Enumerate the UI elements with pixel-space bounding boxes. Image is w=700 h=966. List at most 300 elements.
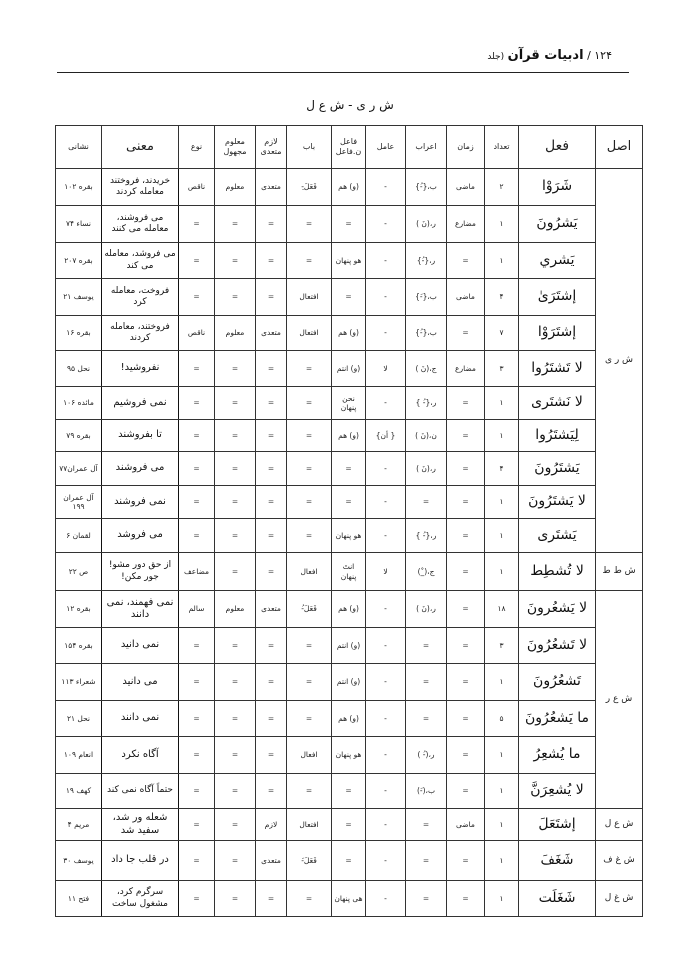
cell-fael: (و) انتم: [332, 664, 366, 701]
verb-table: [55, 125, 643, 917]
table-row: [56, 881, 643, 917]
cell-bab: افعال: [287, 737, 332, 774]
cell-bab: =: [287, 774, 332, 809]
cell-bab: =: [287, 486, 332, 519]
cell-neshani: مریم ۴: [56, 809, 102, 841]
table-row: [56, 452, 643, 486]
cell-fel: لا يُشعِرَنَّ: [519, 774, 596, 809]
cell-tedad: ۴: [485, 452, 519, 486]
cell-mani: نمی دانید: [102, 628, 179, 664]
cell-erab: ب،{-ُ}: [406, 316, 447, 351]
cell-fael: =: [332, 452, 366, 486]
cell-fael: (و) هم: [332, 316, 366, 351]
cell-amel: -: [366, 809, 406, 841]
cell-mani: می فروشند، معامله می کنند: [102, 206, 179, 243]
table-header-row: [56, 126, 643, 169]
cell-bab: فَعَلَ-ُ: [287, 591, 332, 628]
cell-tedad: ۳: [485, 628, 519, 664]
header-tedad: تعداد: [485, 126, 519, 169]
cell-amel: -: [366, 737, 406, 774]
cell-bab: =: [287, 452, 332, 486]
cell-amel: -: [366, 279, 406, 316]
cell-bab: افتعال: [287, 809, 332, 841]
table-row: [56, 351, 643, 387]
cell-mani: تا بفروشند: [102, 420, 179, 452]
table-row: [56, 737, 643, 774]
header-fael: فاعل ن.فاعل: [332, 126, 366, 169]
cell-amel: -: [366, 519, 406, 553]
cell-mani: نمی فروشیم: [102, 387, 179, 420]
cell-maloom: معلوم: [215, 169, 256, 206]
cell-maloom: =: [215, 243, 256, 279]
table-row: [56, 243, 643, 279]
cell-neshani: انعام ۱۰۹: [56, 737, 102, 774]
cell-lazem: لازم: [256, 809, 287, 841]
cell-neshani: نحل ۲۱: [56, 701, 102, 737]
book-title: ادبیات قرآن: [507, 48, 584, 63]
cell-amel: -: [366, 486, 406, 519]
header-erab: اعراب: [406, 126, 447, 169]
cell-neshani: لقمان ۶: [56, 519, 102, 553]
cell-amel: -: [366, 664, 406, 701]
cell-now: =: [179, 664, 215, 701]
cell-neshani: کهف ۱۹: [56, 774, 102, 809]
table-row: [56, 809, 643, 841]
cell-fael: انتَ پنهان: [332, 553, 366, 591]
cell-zaman: ماضی: [447, 279, 485, 316]
cell-erab: =: [406, 809, 447, 841]
cell-now: ناقص: [179, 316, 215, 351]
cell-fael: (و) انتم: [332, 628, 366, 664]
cell-tedad: ۱: [485, 243, 519, 279]
cell-maloom: =: [215, 881, 256, 917]
cell-fel: لا نَشتَرى: [519, 387, 596, 420]
cell-tedad: ۵: [485, 701, 519, 737]
cell-bab: =: [287, 206, 332, 243]
cell-erab: =: [406, 701, 447, 737]
cell-zaman: =: [447, 243, 485, 279]
cell-erab: =: [406, 628, 447, 664]
cell-zaman: =: [447, 591, 485, 628]
cell-now: =: [179, 519, 215, 553]
cell-zaman: =: [447, 841, 485, 881]
cell-amel: -: [366, 316, 406, 351]
cell-now: =: [179, 737, 215, 774]
cell-fel: ما يُشعِرُ: [519, 737, 596, 774]
cell-tedad: ۳: [485, 351, 519, 387]
cell-zaman: =: [447, 316, 485, 351]
cell-mani: می فروشد، معامله می کند: [102, 243, 179, 279]
cell-mani: فروختند، معامله کردند: [102, 316, 179, 351]
cell-now: =: [179, 351, 215, 387]
cell-fel: لا تَشعُرُونَ: [519, 628, 596, 664]
cell-fael: هو پنهان: [332, 737, 366, 774]
cell-lazem: =: [256, 701, 287, 737]
cell-now: =: [179, 452, 215, 486]
cell-mani: نمی فهمند، نمی دانند: [102, 591, 179, 628]
cell-fael: (و) انتم: [332, 351, 366, 387]
cell-erab: ب،{-َ}: [406, 279, 447, 316]
cell-lazem: =: [256, 881, 287, 917]
cell-fel: لا يَشعُرونَ: [519, 591, 596, 628]
cell-amel: -: [366, 452, 406, 486]
cell-zaman: =: [447, 420, 485, 452]
cell-tedad: ۱: [485, 519, 519, 553]
cell-zaman: =: [447, 664, 485, 701]
cell-now: =: [179, 881, 215, 917]
cell-neshani: شعراء ۱۱۳: [56, 664, 102, 701]
cell-mani: نمی فروشند: [102, 486, 179, 519]
cell-zaman: =: [447, 628, 485, 664]
cell-neshani: بقره ۷۹: [56, 420, 102, 452]
cell-fel: إشتَرَوْا: [519, 316, 596, 351]
cell-mani: می فروشد: [102, 519, 179, 553]
cell-mani: می دانید: [102, 664, 179, 701]
cell-tedad: ۱: [485, 809, 519, 841]
cell-neshani: نحل ۹۵: [56, 351, 102, 387]
cell-neshani: آل عمران ۱۹۹: [56, 486, 102, 519]
cell-mani: می فروشند: [102, 452, 179, 486]
cell-tedad: ۱: [485, 664, 519, 701]
table-row: [56, 553, 643, 591]
cell-now: =: [179, 486, 215, 519]
cell-fael: (و) هم: [332, 701, 366, 737]
cell-lazem: =: [256, 486, 287, 519]
cell-fel: تَشعُرُونَ: [519, 664, 596, 701]
header-fel: فعل: [519, 126, 596, 169]
volume-label: (جلد: [487, 52, 505, 62]
cell-lazem: =: [256, 452, 287, 486]
cell-maloom: =: [215, 809, 256, 841]
cell-now: =: [179, 243, 215, 279]
cell-lazem: متعدی: [256, 316, 287, 351]
cell-amel: لا: [366, 553, 406, 591]
cell-zaman: =: [447, 553, 485, 591]
cell-tedad: ۱: [485, 774, 519, 809]
cell-neshani: یوسف ۲۱: [56, 279, 102, 316]
cell-erab: ر،{-ُ}: [406, 243, 447, 279]
table-body: [56, 169, 643, 917]
cell-bab: =: [287, 881, 332, 917]
cell-erab: ر،(نَ ): [406, 206, 447, 243]
cell-tedad: ۱: [485, 420, 519, 452]
cell-fel: يَشري: [519, 243, 596, 279]
cell-now: =: [179, 206, 215, 243]
cell-tedad: ۱: [485, 387, 519, 420]
root-cell: ش غ ف: [596, 841, 643, 881]
cell-tedad: ۱۸: [485, 591, 519, 628]
cell-bab: =: [287, 628, 332, 664]
header-maloom: معلوم مجهول: [215, 126, 256, 169]
header-mani: معنی: [102, 126, 179, 169]
cell-lazem: =: [256, 279, 287, 316]
cell-lazem: =: [256, 420, 287, 452]
cell-amel: -: [366, 628, 406, 664]
cell-lazem: =: [256, 519, 287, 553]
cell-bab: =: [287, 243, 332, 279]
section-title: ش ر ی - ش ع ل: [306, 98, 394, 112]
cell-zaman: =: [447, 737, 485, 774]
running-head: [487, 48, 612, 63]
root-cell: ش ع ر: [596, 591, 643, 809]
cell-maloom: =: [215, 387, 256, 420]
table-row: [56, 664, 643, 701]
cell-maloom: =: [215, 279, 256, 316]
cell-mani: نفروشید!: [102, 351, 179, 387]
cell-erab: ر،{-ُ }: [406, 387, 447, 420]
cell-now: =: [179, 628, 215, 664]
cell-zaman: =: [447, 387, 485, 420]
cell-fel: لا تُشطِط: [519, 553, 596, 591]
cell-bab: افتعال: [287, 279, 332, 316]
cell-mani: در قلب جا داد: [102, 841, 179, 881]
table-row: [56, 486, 643, 519]
cell-zaman: =: [447, 701, 485, 737]
cell-fel: يَشتَرُونَ: [519, 452, 596, 486]
header-zaman: زمان: [447, 126, 485, 169]
cell-neshani: یوسف ۳۰: [56, 841, 102, 881]
cell-fael: =: [332, 809, 366, 841]
cell-lazem: =: [256, 553, 287, 591]
cell-bab: فَعَلَ-َ: [287, 841, 332, 881]
root-cell: ش غ ل: [596, 881, 643, 917]
cell-tedad: ۱: [485, 841, 519, 881]
cell-bab: افعال: [287, 553, 332, 591]
cell-fael: (و) هم: [332, 169, 366, 206]
cell-erab: ر،(-ُ ): [406, 737, 447, 774]
cell-neshani: بقره ۱۶: [56, 316, 102, 351]
cell-bab: =: [287, 701, 332, 737]
cell-fael: =: [332, 279, 366, 316]
cell-fel: لِيَشتَرُوا: [519, 420, 596, 452]
cell-mani: حتماً آگاه نمی کند: [102, 774, 179, 809]
cell-fael: =: [332, 841, 366, 881]
cell-zaman: ماضی: [447, 169, 485, 206]
cell-amel: لا: [366, 351, 406, 387]
cell-lazem: متعدی: [256, 591, 287, 628]
cell-mani: آگاه نکرد: [102, 737, 179, 774]
cell-bab: =: [287, 664, 332, 701]
table-row: [56, 316, 643, 351]
cell-lazem: =: [256, 206, 287, 243]
cell-amel: -: [366, 881, 406, 917]
cell-fel: يَشرُونَ: [519, 206, 596, 243]
cell-amel: -: [366, 591, 406, 628]
cell-mani: نمی دانند: [102, 701, 179, 737]
cell-amel: -: [366, 774, 406, 809]
cell-bab: =: [287, 519, 332, 553]
cell-maloom: =: [215, 628, 256, 664]
cell-fel: إشتَعَلَ: [519, 809, 596, 841]
cell-zaman: مضارع: [447, 351, 485, 387]
cell-lazem: متعدی: [256, 169, 287, 206]
cell-neshani: بقره ۱۰۲: [56, 169, 102, 206]
cell-mani: سرگرم کرد، مشغول ساخت: [102, 881, 179, 917]
cell-now: =: [179, 809, 215, 841]
cell-lazem: =: [256, 243, 287, 279]
cell-fael: =: [332, 206, 366, 243]
cell-now: =: [179, 387, 215, 420]
table-row: [56, 420, 643, 452]
cell-bab: =: [287, 420, 332, 452]
cell-maloom: =: [215, 519, 256, 553]
cell-neshani: ص ۲۲: [56, 553, 102, 591]
cell-fel: شَغَلَت: [519, 881, 596, 917]
cell-amel: -: [366, 206, 406, 243]
cell-erab: =: [406, 664, 447, 701]
cell-fel: يَشتَرى: [519, 519, 596, 553]
table-row: [56, 628, 643, 664]
cell-erab: ب،{-ُ}: [406, 169, 447, 206]
cell-maloom: =: [215, 737, 256, 774]
header-now: نوع: [179, 126, 215, 169]
root-cell: ش ط ط: [596, 553, 643, 591]
cell-tedad: ۱: [485, 206, 519, 243]
cell-fael: هو پنهان: [332, 243, 366, 279]
cell-now: مضاعف: [179, 553, 215, 591]
cell-maloom: =: [215, 452, 256, 486]
cell-fael: نحن پنهان: [332, 387, 366, 420]
cell-fael: =: [332, 774, 366, 809]
cell-maloom: معلوم: [215, 591, 256, 628]
cell-zaman: =: [447, 452, 485, 486]
cell-lazem: =: [256, 664, 287, 701]
cell-fael: هی پنهان: [332, 881, 366, 917]
cell-tedad: ۱: [485, 881, 519, 917]
cell-amel: -: [366, 841, 406, 881]
cell-now: =: [179, 420, 215, 452]
cell-tedad: ۱: [485, 737, 519, 774]
cell-now: سالم: [179, 591, 215, 628]
cell-erab: ج،(نَ ): [406, 351, 447, 387]
cell-lazem: =: [256, 774, 287, 809]
cell-tedad: ۴: [485, 279, 519, 316]
cell-now: =: [179, 774, 215, 809]
cell-maloom: =: [215, 774, 256, 809]
cell-amel: -: [366, 701, 406, 737]
cell-zaman: =: [447, 519, 485, 553]
cell-maloom: =: [215, 841, 256, 881]
table-row: [56, 841, 643, 881]
cell-bab: افتعال: [287, 316, 332, 351]
cell-fel: شَغَفَ: [519, 841, 596, 881]
cell-now: =: [179, 841, 215, 881]
cell-now: ناقص: [179, 169, 215, 206]
cell-maloom: =: [215, 486, 256, 519]
cell-neshani: نساء ۷۴: [56, 206, 102, 243]
table-row: [56, 387, 643, 420]
cell-erab: ر،(نَ ): [406, 591, 447, 628]
cell-zaman: =: [447, 486, 485, 519]
cell-maloom: =: [215, 206, 256, 243]
cell-zaman: =: [447, 881, 485, 917]
cell-neshani: بقره ۲۰۷: [56, 243, 102, 279]
header-divider: [57, 72, 629, 73]
cell-amel: -: [366, 387, 406, 420]
cell-erab: =: [406, 486, 447, 519]
cell-neshani: آل عمران۷۷: [56, 452, 102, 486]
cell-maloom: =: [215, 351, 256, 387]
header-asl: اصل: [596, 126, 643, 169]
cell-amel: { أن}: [366, 420, 406, 452]
cell-neshani: بقره ۱۲: [56, 591, 102, 628]
header-neshani: نشانی: [56, 126, 102, 169]
cell-erab: ر،(نَ ): [406, 452, 447, 486]
cell-fael: =: [332, 486, 366, 519]
cell-maloom: =: [215, 420, 256, 452]
cell-fael: (و) هم: [332, 420, 366, 452]
cell-neshani: مائده ۱۰۶: [56, 387, 102, 420]
cell-maloom: معلوم: [215, 316, 256, 351]
cell-neshani: فتح ۱۱: [56, 881, 102, 917]
cell-zaman: مضارع: [447, 206, 485, 243]
cell-fael: (و) هم: [332, 591, 366, 628]
cell-erab: ن،(نَ ): [406, 420, 447, 452]
cell-mani: از حق دور مشو! جور مکن!: [102, 553, 179, 591]
cell-bab: =: [287, 351, 332, 387]
cell-fel: لا تَشتَرُوا: [519, 351, 596, 387]
table-row: [56, 701, 643, 737]
cell-amel: -: [366, 169, 406, 206]
root-cell: ش ع ل: [596, 809, 643, 841]
cell-fel: ما يَشعُرُونَ: [519, 701, 596, 737]
table-row: [56, 774, 643, 809]
cell-fael: هو پنهان: [332, 519, 366, 553]
cell-tedad: ۷: [485, 316, 519, 351]
cell-fel: شَرَوْا: [519, 169, 596, 206]
cell-now: =: [179, 279, 215, 316]
cell-tedad: ۲: [485, 169, 519, 206]
cell-amel: -: [366, 243, 406, 279]
cell-erab: =: [406, 881, 447, 917]
cell-erab: =: [406, 841, 447, 881]
cell-mani: شعله ور شد، سفید شد: [102, 809, 179, 841]
table-row: [56, 169, 643, 206]
cell-maloom: =: [215, 664, 256, 701]
page-number: ۱۲۴ /: [587, 49, 612, 62]
cell-zaman: ماضی: [447, 809, 485, 841]
header-bab: باب: [287, 126, 332, 169]
cell-maloom: =: [215, 701, 256, 737]
cell-neshani: بقره ۱۵۴: [56, 628, 102, 664]
header-amel: عامل: [366, 126, 406, 169]
cell-bab: فَعَلَ-ِ: [287, 169, 332, 206]
table-row: [56, 279, 643, 316]
cell-fel: لا يَشتَرُونَ: [519, 486, 596, 519]
root-cell: ش ر ی: [596, 169, 643, 553]
cell-tedad: ۱: [485, 553, 519, 591]
header-lazem: لازم متعدی: [256, 126, 287, 169]
cell-lazem: متعدی: [256, 841, 287, 881]
cell-erab: ج،(_ْ): [406, 553, 447, 591]
cell-fel: إشتَرَىٰ: [519, 279, 596, 316]
table-row: [56, 519, 643, 553]
cell-lazem: =: [256, 351, 287, 387]
cell-lazem: =: [256, 737, 287, 774]
table-row: [56, 591, 643, 628]
cell-now: =: [179, 701, 215, 737]
cell-mani: خریدند، فروختند معامله کردند: [102, 169, 179, 206]
cell-lazem: =: [256, 387, 287, 420]
cell-erab: ر،{-ُ }: [406, 519, 447, 553]
cell-maloom: =: [215, 553, 256, 591]
cell-tedad: ۱: [485, 486, 519, 519]
cell-erab: ب،(-َ): [406, 774, 447, 809]
cell-zaman: =: [447, 774, 485, 809]
cell-bab: =: [287, 387, 332, 420]
table-row: [56, 206, 643, 243]
cell-lazem: =: [256, 628, 287, 664]
